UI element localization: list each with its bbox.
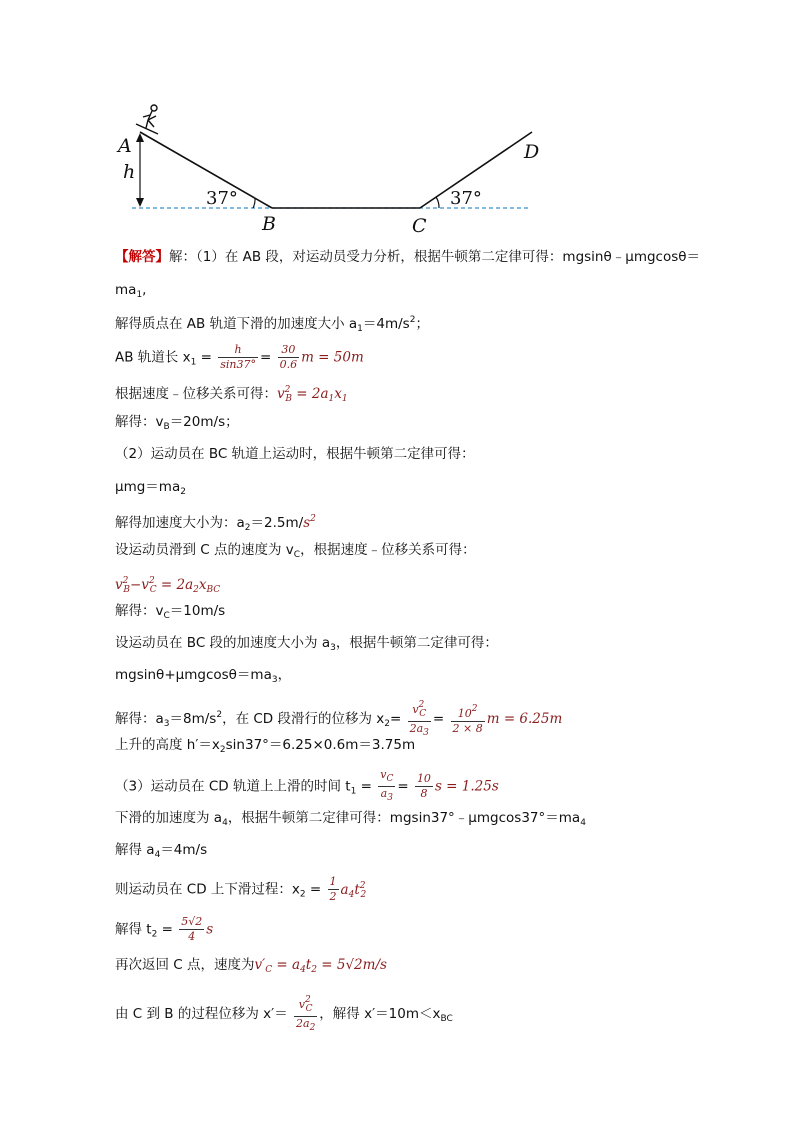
solution-line-17: 下滑的加速度为 $a_4$，根据牛顿第二定律可得：$mgsin37^\circ﹣\mu mgcos37^\circ=ma_4$ xyxy=(115,810,586,828)
text: 解得加速度大小为：a xyxy=(115,515,245,531)
solution-line-16: （3）运动员在 CD 轨道上上滑的时间 $t_1$ = $\frac{v_C}{a_3}$ = $\frac{10}{8}$ s = 1.25s xyxy=(115,768,499,803)
text: 10 xyxy=(457,707,472,720)
text: ＝4m/s xyxy=(160,842,208,858)
text: ＝4m/s xyxy=(362,316,410,332)
text: 2 × 8 xyxy=(452,722,483,735)
solution-line-14: 解得：$a_3=8m/s^2$，在 CD 段滑行的位移为 $x_2=$ $\frac{v^2_C}{2a_3}$ = $\frac{10^2}{2 \times 8}$ m = 6.25m xyxy=(115,700,563,738)
text: = 2a xyxy=(296,386,329,402)
text: ， xyxy=(277,667,292,683)
skier-icon xyxy=(136,105,158,134)
text: mgsinθ+μmgcosθ＝ma xyxy=(115,667,272,683)
text: t xyxy=(305,957,312,973)
solution-line-6 xyxy=(115,444,475,464)
text: 由 C 到 B 的过程位移为 x′＝ xyxy=(115,1006,288,1022)
text: 解：（1）在 AB 段，对运动员受力分析，根据牛顿第二定律可得：mgsinθ﹣μmgcosθ＝ xyxy=(169,249,701,265)
incline-diagram xyxy=(110,100,550,240)
text: ，在 CD 段滑行的位移为 x xyxy=(222,711,385,727)
text: v xyxy=(277,386,285,402)
text: （2）运动员在 BC 轨道上运动时，根据牛顿第二定律可得： xyxy=(115,446,475,462)
solution-line-13: $mgsin\theta+\mu mgcos\theta=ma_3$， xyxy=(115,667,292,685)
solution-line-15: 上升的高度 $h'=x_2\sin 37^\circ=6.25\times 0.6m=3.75m$ xyxy=(115,737,416,755)
text: 10 xyxy=(416,772,431,785)
solution-line-20: 解得 $t_2$ = $\frac{5√2}{4}$ s xyxy=(115,915,214,943)
angle-arc-left xyxy=(253,198,255,208)
text: 解得：v xyxy=(115,414,164,430)
text: ，根据牛顿第二定律可得：mgsin37°﹣μmgcos37°＝ma xyxy=(227,810,581,826)
text: 上升的高度 h′＝x xyxy=(115,737,220,753)
text: 4 xyxy=(188,930,196,943)
text: = 2a xyxy=(160,577,194,593)
solution-line-22: 由 C 到 B 的过程位移为 x′＝ $\frac{v^2_C}{2a_2}$ ，解得 $x'=10m<x_{BC}$ xyxy=(115,995,453,1033)
solution-line-7: $\mu mg=ma_2$ xyxy=(115,479,186,497)
text: v′ xyxy=(254,957,266,973)
text: t xyxy=(354,881,360,898)
text: 解得 t xyxy=(115,921,152,938)
angle-right-label: 37° xyxy=(450,188,482,209)
text: （3）运动员在 CD 轨道上上滑的时间 t xyxy=(115,778,351,795)
text: ，解得 x′＝10m＜x xyxy=(319,1006,441,1022)
text: 设运动员滑到 C 点的速度为 v xyxy=(115,542,294,558)
text: 则运动员在 CD 上下滑过程：x xyxy=(115,881,300,898)
text: 设运动员在 BC 段的加速度大小为 a xyxy=(115,635,331,651)
text: μmg＝ma xyxy=(115,479,181,495)
text: ＝8m/s xyxy=(169,711,217,727)
text: = xyxy=(390,711,402,727)
text: ，根据牛顿第二定律可得： xyxy=(335,635,498,651)
solution-line-1 xyxy=(115,247,700,267)
solution-line-5: 解得：$v_B=20m/s$； xyxy=(115,414,239,432)
label-c: C xyxy=(412,215,427,237)
text: a xyxy=(380,787,388,800)
text: AB 轨道长 x xyxy=(115,349,191,366)
text: v xyxy=(115,577,123,593)
text: 解得质点在 AB 轨道下滑的加速度大小 a xyxy=(115,316,358,332)
text: 5√2 xyxy=(181,915,203,928)
text: 2a xyxy=(296,1017,310,1030)
text: ； xyxy=(415,316,429,332)
solution-line-2: 解得质点在 AB 轨道下滑的加速度大小 $a_1=4m/s^2$； xyxy=(115,315,429,334)
text: sin37°＝6.25×0.6m＝3.75m xyxy=(225,737,416,753)
solution-line-3: AB 轨道长 $x_1$ = $\frac{h}{\sin 37^\circ}$ = $\frac{30}{0.6}$ m = 50m xyxy=(115,343,364,371)
solution-line-21: 再次返回 C 点，速度为$v'_C = a_4t_2 = 5√2m/s$ xyxy=(115,957,387,975)
solution-line-11: 解得：$v_C=10m/s$ xyxy=(115,603,226,621)
text: s = 1.25s xyxy=(434,778,499,795)
text: s xyxy=(303,515,311,531)
text: m = 6.25m xyxy=(486,711,563,727)
text: x xyxy=(198,577,207,593)
text: v xyxy=(380,768,387,781)
label-b: B xyxy=(262,213,276,235)
text: 下滑的加速度为 a xyxy=(115,810,223,826)
text: 解得：a xyxy=(115,711,164,727)
solution-line-8: 解得加速度大小为：$a_2=2.5m/s^2$ xyxy=(115,514,316,533)
angle-arc-right xyxy=(436,197,439,208)
text: 2 xyxy=(329,890,337,903)
text: 根据速度﹣位移关系可得： xyxy=(115,386,277,402)
solution-line-1b: $ma_1$, xyxy=(115,282,147,300)
angle-left-label: 37° xyxy=(206,188,238,209)
text: = a xyxy=(276,957,301,973)
text: 2a xyxy=(409,722,424,735)
text: ma xyxy=(115,282,137,298)
text: 0.6 xyxy=(279,358,298,371)
text: ＝2.5m/ xyxy=(250,515,304,531)
text: s xyxy=(206,921,214,938)
text: a xyxy=(340,881,349,898)
text: 1 xyxy=(329,875,337,888)
text: ＝20m/s； xyxy=(169,414,239,430)
solution-line-4: 根据速度﹣位移关系可得：$v^2_B = 2a_1x_1$ xyxy=(115,385,348,404)
text: sin37° xyxy=(220,358,256,371)
label-h: h xyxy=(123,161,136,183)
text: = 5√2m/s xyxy=(321,957,387,973)
label-d: D xyxy=(524,141,540,163)
label-a: A xyxy=(118,135,132,157)
text: ，根据速度﹣位移关系可得： xyxy=(300,542,476,558)
solution-line-10: $v^2_B-v^2_C = 2a_2x_{BC}$ xyxy=(115,576,221,595)
text: v xyxy=(412,703,419,716)
answer-bracket: 【解答】 xyxy=(115,249,169,265)
text: h xyxy=(218,343,258,358)
solution-line-19: 则运动员在 CD 上下滑过程：$x_2$ = $\frac{1}{2}$ $a_4t^2_2$ xyxy=(115,875,367,903)
text: 再次返回 C 点，速度为 xyxy=(115,957,255,973)
text: 8 xyxy=(420,787,428,800)
solution-line-9: 设运动员滑到 C 点的速度为 $v_C$，根据速度﹣位移关系可得： xyxy=(115,542,476,560)
height-arrow-bottom xyxy=(136,198,144,207)
text: v xyxy=(298,998,305,1011)
solution-line-12: 设运动员在 BC 段的加速度大小为 $a_3$，根据牛顿第二定律可得： xyxy=(115,635,498,653)
text: 解得：v xyxy=(115,603,164,619)
text: 解得 a xyxy=(115,842,155,858)
text: m = 50m xyxy=(301,349,364,366)
text: 30 xyxy=(278,343,300,358)
text: −v xyxy=(130,577,149,593)
text: ＝10m/s xyxy=(169,603,226,619)
solution-line-18: 解得 $a_4=4m/s$ xyxy=(115,842,208,860)
text: x xyxy=(334,386,342,402)
